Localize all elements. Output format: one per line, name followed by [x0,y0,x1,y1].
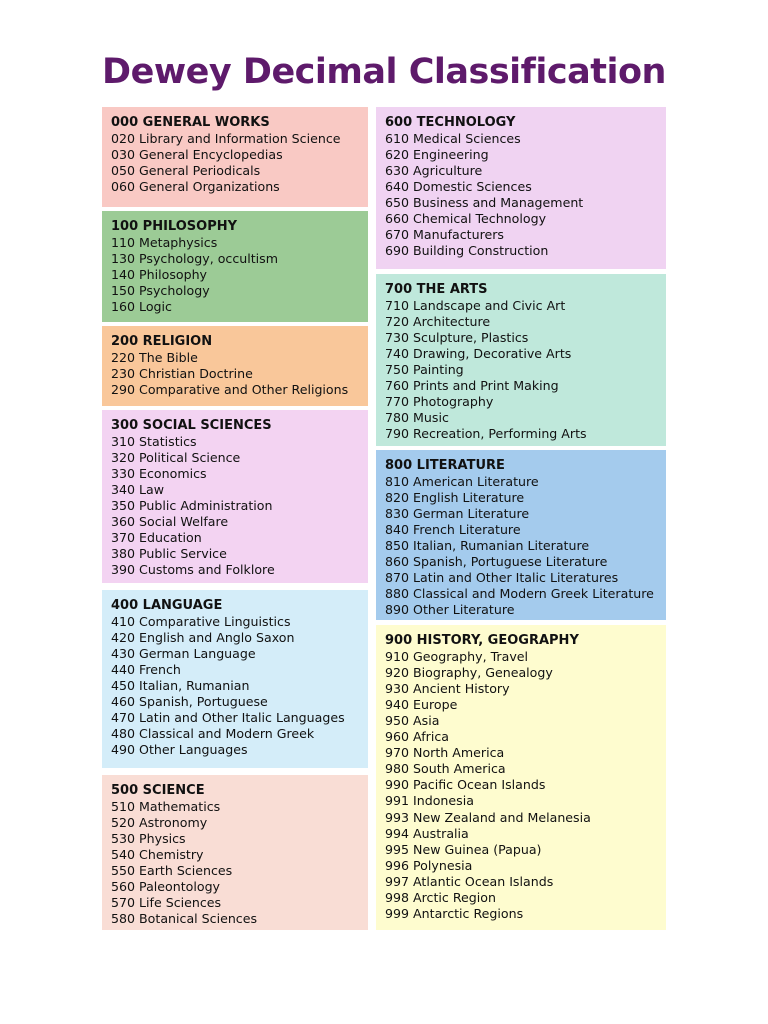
class-list-item: 990 Pacific Ocean Islands [385,777,546,793]
class-list-item: 340 Law [111,482,165,498]
section-heading: 400 LANGUAGE [111,598,223,613]
class-list-item: 030 General Encyclopedias [111,147,283,163]
class-list-item: 110 Metaphysics [111,235,218,251]
class-list-item: 920 Biography, Genealogy [385,665,553,681]
class-list-item: 740 Drawing, Decorative Arts [385,346,572,362]
section-400-language [102,590,368,768]
class-list-item: 999 Antarctic Regions [385,905,524,921]
section-heading: 700 THE ARTS [385,282,488,297]
class-list-item: 430 German Language [111,646,256,662]
section-700-the-arts [376,274,666,446]
class-list-item: 910 Geography, Travel [385,649,529,665]
section-500-science [102,775,368,930]
class-list-item: 840 French Literature [385,522,521,538]
class-list-item: 150 Psychology [111,283,210,299]
class-list-item: 370 Education [111,530,202,546]
class-list-item: 790 Recreation, Performing Arts [385,426,587,442]
class-list-item: 520 Astronomy [111,815,208,831]
class-list-item: 390 Customs and Folklore [111,562,275,578]
class-list-item: 994 Australia [385,825,469,841]
class-list-item: 860 Spanish, Portuguese Literature [385,554,608,570]
class-list-item: 660 Chemical Technology [385,211,547,227]
class-list-item: 160 Logic [111,299,172,315]
class-list-item: 230 Christian Doctrine [111,366,253,382]
class-list-item: 940 Europe [385,697,458,713]
class-list-item: 880 Classical and Modern Greek Literature [385,586,654,602]
class-list-item: 997 Atlantic Ocean Islands [385,873,554,889]
class-list-item: 930 Ancient History [385,681,510,697]
class-list-item: 610 Medical Sciences [385,131,521,147]
section-heading: 300 SOCIAL SCIENCES [111,418,272,433]
section-800-literature [376,450,666,620]
class-list-item: 530 Physics [111,831,186,847]
class-list-item: 490 Other Languages [111,742,248,758]
class-list-item: 760 Prints and Print Making [385,378,559,394]
section-heading: 800 LITERATURE [385,458,505,473]
page-title: Dewey Decimal Classification [102,52,666,92]
section-heading: 500 SCIENCE [111,783,205,798]
class-list-item: 670 Manufacturers [385,227,504,243]
class-list-item: 996 Polynesia [385,857,473,873]
class-list-item: 820 English Literature [385,490,525,506]
class-list-item: 995 New Guinea (Papua) [385,841,542,857]
class-list-item: 380 Public Service [111,546,227,562]
section-000-general-works [102,107,368,207]
class-list-item: 640 Domestic Sciences [385,179,532,195]
class-list-item: 550 Earth Sciences [111,863,233,879]
class-list-item: 540 Chemistry [111,847,204,863]
class-list-item: 560 Paleontology [111,879,221,895]
class-list-item: 810 American Literature [385,474,539,490]
class-list-item: 290 Comparative and Other Religions [111,382,349,398]
class-list-item: 330 Economics [111,466,207,482]
class-list-item: 730 Sculpture, Plastics [385,330,529,346]
class-list-item: 630 Agriculture [385,163,483,179]
class-list-item: 350 Public Administration [111,498,273,514]
class-list-item: 870 Latin and Other Italic Literatures [385,570,619,586]
section-600-technology [376,107,666,269]
section-900-history-geography [376,625,666,930]
class-list-item: 998 Arctic Region [385,889,496,905]
class-list-item: 890 Other Literature [385,602,515,618]
class-list-item: 770 Photography [385,394,494,410]
class-list-item: 570 Life Sciences [111,895,222,911]
section-heading: 600 TECHNOLOGY [385,115,516,130]
class-list-item: 830 German Literature [385,506,530,522]
class-list-item: 130 Psychology, occultism [111,251,278,267]
class-list-item: 470 Latin and Other Italic Languages [111,710,345,726]
class-list-item: 720 Architecture [385,314,491,330]
section-heading: 000 GENERAL WORKS [111,115,270,130]
class-list-item: 060 General Organizations [111,179,280,195]
class-list-item: 980 South America [385,761,506,777]
class-list-item: 050 General Periodicals [111,163,261,179]
class-list-item: 690 Building Construction [385,243,549,259]
class-list-item: 580 Botanical Sciences [111,911,258,927]
section-heading: 900 HISTORY, GEOGRAPHY [385,633,579,648]
class-list-item: 960 Africa [385,729,449,745]
class-list-item: 220 The Bible [111,350,198,366]
class-list-item: 020 Library and Information Science [111,131,341,147]
class-list-item: 420 English and Anglo Saxon [111,630,295,646]
class-list-item: 510 Mathematics [111,799,221,815]
class-list-item: 620 Engineering [385,147,489,163]
class-list-item: 970 North America [385,745,505,761]
class-list-item: 410 Comparative Linguistics [111,614,291,630]
section-300-social-sciences [102,410,368,583]
class-list-item: 991 Indonesia [385,793,474,809]
class-list-item: 850 Italian, Rumanian Literature [385,538,590,554]
section-100-philosophy [102,211,368,322]
class-list-item: 750 Painting [385,362,464,378]
class-list-item: 450 Italian, Rumanian [111,678,250,694]
class-list-item: 320 Political Science [111,450,241,466]
class-list-item: 310 Statistics [111,434,197,450]
class-list-item: 360 Social Welfare [111,514,229,530]
class-list-item: 650 Business and Management [385,195,584,211]
class-list-item: 460 Spanish, Portuguese [111,694,268,710]
section-200-religion [102,326,368,406]
class-list-item: 480 Classical and Modern Greek [111,726,315,742]
class-list-item: 710 Landscape and Civic Art [385,298,566,314]
section-heading: 100 PHILOSOPHY [111,219,238,234]
class-list-item: 950 Asia [385,713,440,729]
class-list-item: 993 New Zealand and Melanesia [385,809,591,825]
class-list-item: 780 Music [385,410,449,426]
section-heading: 200 RELIGION [111,334,213,349]
class-list-item: 140 Philosophy [111,267,208,283]
class-list-item: 440 French [111,662,181,678]
